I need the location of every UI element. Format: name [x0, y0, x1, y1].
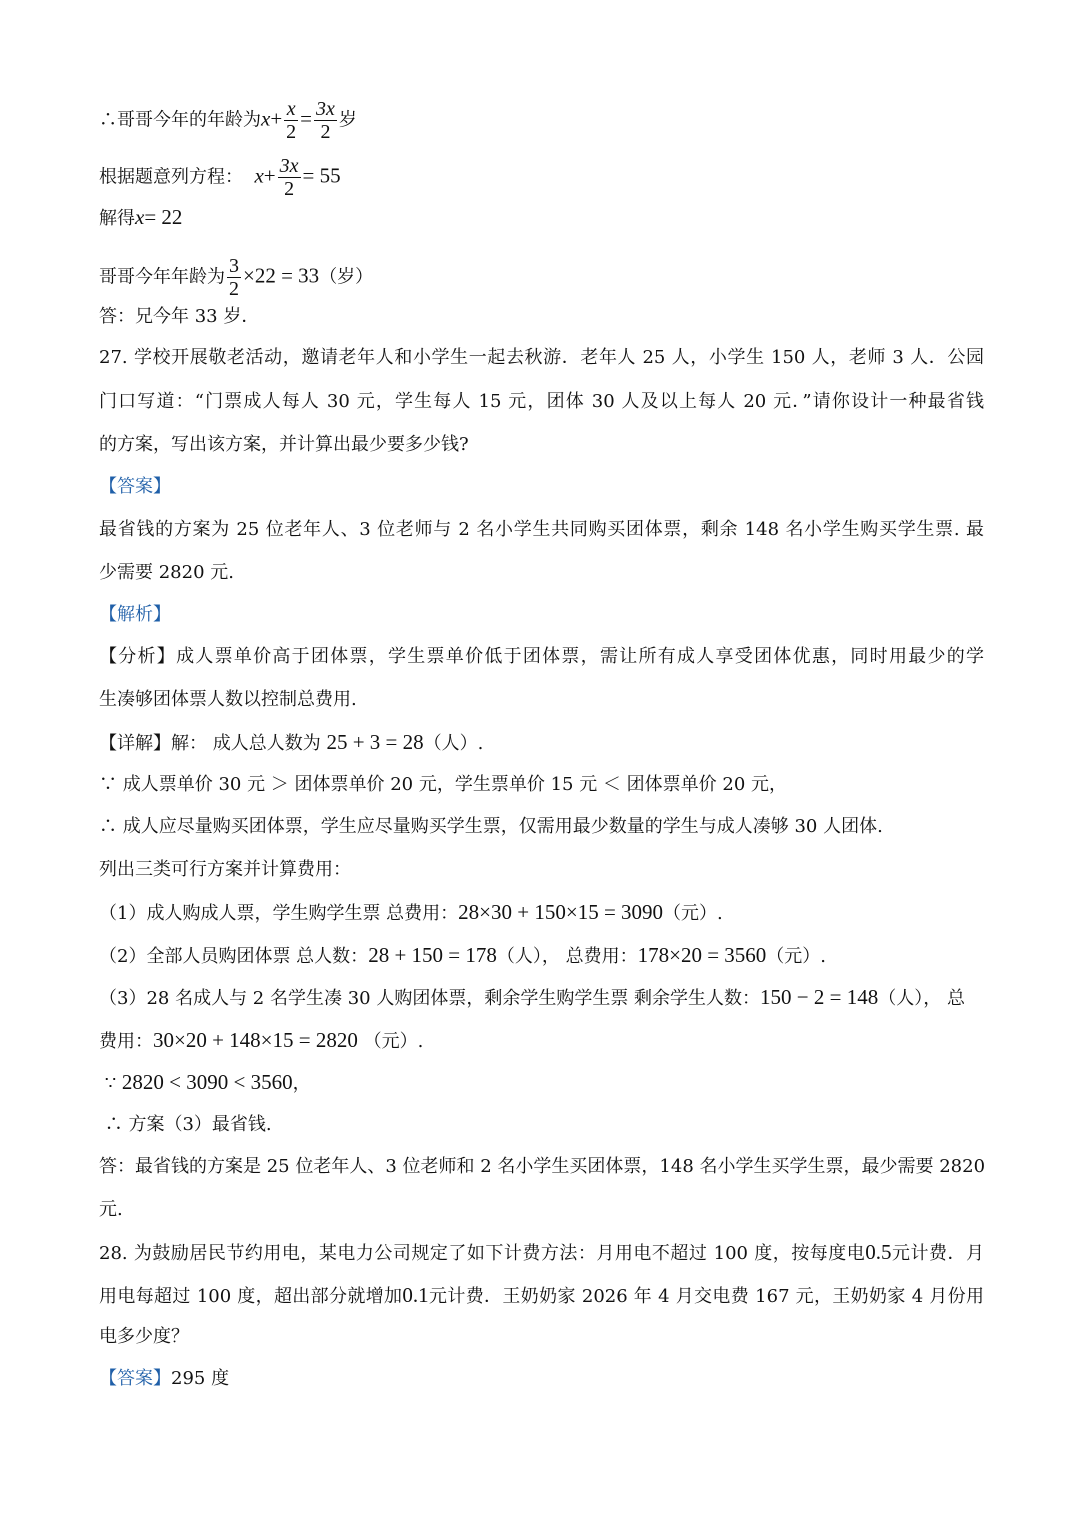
option-1	[99, 900, 984, 926]
line-answer-26: 答：兄今年 33 岁．	[99, 306, 260, 327]
question-28-line-2	[99, 1283, 984, 1309]
analysis-tag: 【解析】	[99, 604, 171, 625]
text: （人）， 总费用：	[496, 946, 638, 967]
text: 解： 成人总人数为	[171, 733, 327, 754]
answer-28-line	[99, 1367, 984, 1391]
math-expr: 178×20 = 3560	[637, 943, 767, 967]
fraction	[284, 98, 298, 143]
option-3-main	[99, 985, 965, 1011]
math-expr: ×22 = 33	[243, 263, 320, 288]
detail-line	[99, 730, 984, 756]
fraction-numerator: 3	[229, 255, 239, 277]
answer-tag: 【答案】	[99, 1368, 171, 1389]
text: （元）.	[766, 946, 827, 967]
question-27-line-2: 门口写道：“门票成人每人 30 元，学生每人 15 元，团体 30 人及以上每人 20 元．”请你设计一种最省钱	[99, 391, 984, 412]
text: 元计费．月	[891, 1243, 984, 1264]
analysis-line-2: 生凑够团体票人数以控制总费用.	[99, 689, 357, 710]
answer-27-line-2: 少需要 2820 元.	[99, 562, 234, 583]
text: （3）28 名成人与 2 名学生凑 30 人购团体票，剩余学生购学生票 剩余学生人数：	[99, 988, 761, 1009]
list-intro: 列出三类可行方案并计算费用：	[99, 859, 351, 880]
because-symbol: ∵	[104, 1073, 122, 1094]
text: （岁）	[319, 266, 374, 288]
math-expr: 150 − 2 = 148	[760, 985, 879, 1009]
text: （1）成人购成人票，学生购学生票 总费用：	[99, 903, 459, 924]
math-expr: 25 + 3 = 28	[326, 730, 424, 754]
text: 岁	[338, 109, 357, 131]
fraction-denominator: 2	[286, 121, 297, 143]
text: （元）.	[663, 903, 723, 924]
fraction-denominator: 2	[320, 121, 331, 143]
math-expr: 2820 < 3090 < 3560	[121, 1070, 293, 1094]
text: 用电每超过 100 度，超出部分就增加	[99, 1286, 403, 1307]
math-var: x	[261, 106, 271, 131]
line-brother-age-expression	[99, 98, 984, 143]
answer-tag: 【答案】	[99, 476, 171, 497]
text: ∴哥哥今年的年龄为	[99, 109, 261, 131]
line-equation	[99, 155, 984, 200]
text: 根据题意列方程：	[99, 166, 243, 188]
text: （人）， 总	[878, 988, 965, 1009]
option-2	[99, 943, 984, 969]
math-expr: = 22	[144, 205, 183, 229]
option-3-line-2	[99, 1028, 984, 1054]
fraction	[278, 155, 301, 200]
text: （元）.	[363, 1031, 424, 1052]
line-brother-age-value	[99, 255, 984, 300]
text: 解得	[99, 208, 135, 229]
math-expr: 28×30 + 150×15 = 3090	[458, 900, 664, 924]
text: 28. 为鼓励居民节约用电，某电力公司规定了如下计费方法：月用电不超过 100 度，按每度电	[99, 1243, 866, 1264]
xiangjie-tag: 【详解】	[99, 733, 171, 754]
question-27-line-1: 27. 学校开展敬老活动，邀请老年人和小学生一起去秋游．老年人 25 人，小学生 150 人，老师 3 人．公园	[99, 347, 984, 368]
answer-value: 295 度	[171, 1368, 230, 1389]
because-line-2	[99, 1070, 984, 1096]
answer-27-line-1: 最省钱的方案为 25 位老年人、3 位老师与 2 名小学生共同购买团体票，剩余 148 名小学生购买学生票. 最	[99, 519, 984, 540]
fraction-denominator: 2	[229, 278, 239, 300]
final-answer-line-2: 元.	[99, 1199, 123, 1220]
fraction-numerator: 3x	[316, 98, 335, 120]
therefore-line-1: ∴ 成人应尽量购买团体票，学生应尽量购买学生票，仅需用最少数量的学生与成人凑够 30 人团体.	[99, 816, 883, 837]
fraction	[227, 255, 241, 300]
text: ∴ 方案（3）最省钱.	[104, 1114, 272, 1135]
fraction-numerator: 3x	[279, 155, 299, 177]
math-op: =	[300, 106, 313, 131]
text: 哥哥今年年龄为	[99, 266, 225, 288]
question-27-line-3: 的方案，写出该方案，并计算出最少要多少钱?	[99, 434, 469, 455]
text: ，	[292, 1073, 311, 1094]
math-expr: 28 + 150 = 178	[368, 943, 497, 967]
text: 元计费．王奶奶家 2026 年 4 月交电费 167 元，王奶奶家 4 月份用	[428, 1286, 984, 1307]
fraction-numerator: x	[286, 98, 296, 120]
question-28-line-1	[99, 1240, 984, 1266]
math-expr: = 55	[302, 163, 341, 188]
math-expr: 0.5	[865, 1240, 892, 1264]
question-28-line-3: 电多少度？	[99, 1326, 189, 1347]
because-line-1: ∵ 成人票单价 30 元 ＞ 团体票单价 20 元，学生票单价 15 元 ＜ 团体票单价 20 元，	[99, 774, 787, 795]
math-var: x	[254, 163, 264, 188]
math-expr: 0.1	[402, 1283, 429, 1307]
fenxi-tag: 【分析】	[99, 646, 177, 667]
therefore-line-2	[99, 1113, 984, 1137]
line-solution-x	[99, 205, 984, 231]
final-answer-line-1: 答：最省钱的方案是 25 位老年人、3 位老师和 2 名小学生买团体票，148 名小学生买学生票，最少需要 2820	[99, 1156, 986, 1177]
math-expr: 30×20 + 148×15 = 2820	[153, 1028, 358, 1052]
math-op: +	[270, 106, 283, 131]
fraction	[314, 98, 337, 143]
text: 费用：	[99, 1031, 153, 1052]
text: 成人票单价高于团体票，学生票单价低于团体票，需让所有成人享受团体优惠，同时用最少的学	[176, 646, 985, 667]
text: （人）.	[423, 733, 484, 754]
text: （2）全部人员购团体票 总人数：	[99, 946, 369, 967]
fraction-denominator: 2	[284, 178, 295, 200]
analysis-line-1	[99, 645, 984, 669]
option-3-line-1	[99, 985, 984, 1011]
math-var: x	[135, 205, 145, 229]
math-op: +	[263, 163, 276, 188]
